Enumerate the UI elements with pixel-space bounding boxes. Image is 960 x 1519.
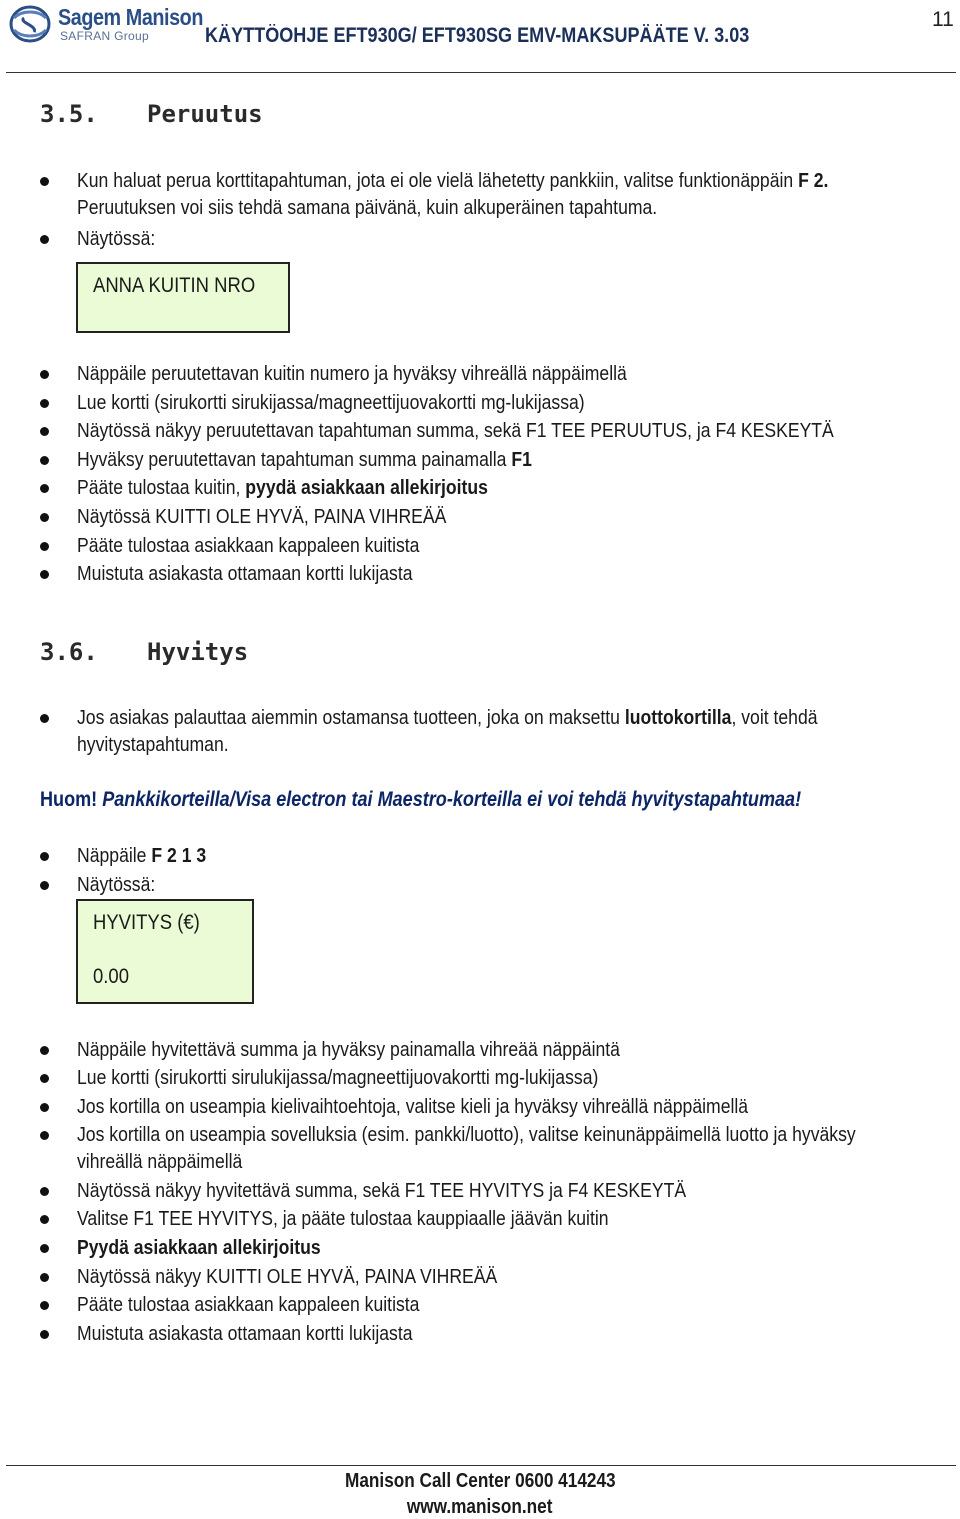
terminal-display [76,899,254,1004]
bullet-icon [40,177,49,186]
display-text: ANNA KUITIN NRO [93,274,256,297]
display-amount: 0.00 [93,965,129,988]
list-item-text: Pyydä asiakkaan allekirjoitus [77,1237,321,1259]
terminal-display [76,262,290,333]
header-divider [6,72,956,73]
list-item-text: Lue kortti (sirukortti sirukijassa/magneettijuovakortti mg-lukijassa) [77,392,585,414]
list-item-text: Näppäile F 2 1 3 [77,845,207,867]
bullet-icon [40,1330,49,1339]
list-item-text: hyvitystapahtuman. [77,734,229,756]
list-item-text: Kun haluat perua korttitapahtuman, jota ei ole vielä lähetetty pankkiin, valitse funktionäppäin F 2. [77,170,829,192]
bullet-icon [40,570,49,579]
sagem-logo-icon [8,4,52,44]
bullet-icon [40,399,49,408]
bullet-icon [40,235,49,244]
bullet-icon [40,427,49,436]
bullet-icon [40,1244,49,1253]
bullet-icon [40,1301,49,1310]
list-item-text: Näytössä näkyy KUITTI OLE HYVÄ, PAINA VIHREÄÄ [77,1266,498,1288]
bullet-icon [40,714,49,723]
list-item-text: Jos kortilla on useampia kielivaihtoehtoja, valitse kieli ja hyväksy vihreällä näppäimellä [77,1096,749,1118]
company-logo [8,4,204,46]
bullet-icon [40,1131,49,1140]
list-item-text: Näytössä: [77,874,156,896]
list-item-text: Pääte tulostaa asiakkaan kappaleen kuitista [77,535,420,557]
list-item-text: Näytössä näkyy hyvitettävä summa, sekä F1 TEE HYVITYS ja F4 KESKEYTÄ [77,1180,687,1202]
bullet-icon [40,456,49,465]
bullet-icon [40,513,49,522]
section-number: 3.6. [40,638,98,666]
warning-note: Huom! Pankkikorteilla/Visa electron tai Maestro-korteilla ei voi tehdä hyvitystapahtumaa! [40,788,802,811]
bullet-icon [40,1103,49,1112]
list-item-text: Peruutuksen voi siis tehdä samana päivänä, kuin alkuperäinen tapahtuma. [77,197,658,219]
section-title: Peruutus [147,100,263,128]
list-item-text: vihreällä näppäimellä [77,1151,243,1173]
list-item-text: Jos asiakas palauttaa aiemmin ostamansa tuotteen, joka on maksettu luottokortilla, voit tehdä [77,707,818,729]
logo-group: SAFRAN Group [60,29,149,43]
footer-call-center: Manison Call Center 0600 414243 [344,1470,616,1492]
list-item-text: Muistuta asiakasta ottamaan kortti lukijasta [77,563,413,585]
bullet-icon [40,881,49,890]
bullet-icon [40,1074,49,1083]
section-heading-peruutus [40,100,263,128]
list-item-text: Lue kortti (sirukortti sirulukijassa/magneettijuovakortti mg-lukijassa) [77,1067,599,1089]
list-item-text: Näytössä KUITTI OLE HYVÄ, PAINA VIHREÄÄ [77,506,447,528]
section-number: 3.5. [40,100,98,128]
list-item-text: Näytössä näkyy peruutettavan tapahtuman summa, sekä F1 TEE PERUUTUS, ja F4 KESKEYTÄ [77,420,834,442]
section-heading-hyvitys [40,638,248,666]
bullet-icon [40,1215,49,1224]
display-line: HYVITYS (€) [93,911,200,934]
logo-name: Sagem Manison [58,4,204,30]
footer-website-link[interactable]: www.manison.net [407,1496,553,1518]
bullet-icon [40,1273,49,1282]
bullet-icon [40,370,49,379]
bullet-icon [40,542,49,551]
list-item-text: Näytössä: [77,228,156,250]
list-item-text: Muistuta asiakasta ottamaan kortti lukijasta [77,1323,413,1345]
bullet-icon [40,1187,49,1196]
list-item-text: Pääte tulostaa kuitin, pyydä asiakkaan allekirjoitus [77,477,488,499]
list-item-text: Jos kortilla on useampia sovelluksia (esim. pankki/luotto), valitse keinunäppäimellä luotto ja hyväksy [77,1124,856,1146]
bullet-icon [40,852,49,861]
page-number: 11 [932,8,954,31]
list-item-text: Hyväksy peruutettavan tapahtuman summa painamalla F1 [77,449,532,471]
document-title: KÄYTTÖOHJE EFT930G/ EFT930SG EMV-MAKSUPÄÄTE V. 3.03 [205,24,750,47]
section-title: Hyvitys [147,638,249,666]
bullet-icon [40,1046,49,1055]
list-item-text: Pääte tulostaa asiakkaan kappaleen kuitista [77,1294,420,1316]
list-item-text: Valitse F1 TEE HYVITYS, ja pääte tulostaa kauppiaalle jäävän kuitin [77,1208,609,1230]
list-item-text: Näppäile hyvitettävä summa ja hyväksy painamalla vihreää näppäintä [77,1039,620,1061]
footer-divider [6,1465,956,1466]
list-item-text: Näppäile peruutettavan kuitin numero ja hyväksy vihreällä näppäimellä [77,363,627,385]
bullet-icon [40,484,49,493]
